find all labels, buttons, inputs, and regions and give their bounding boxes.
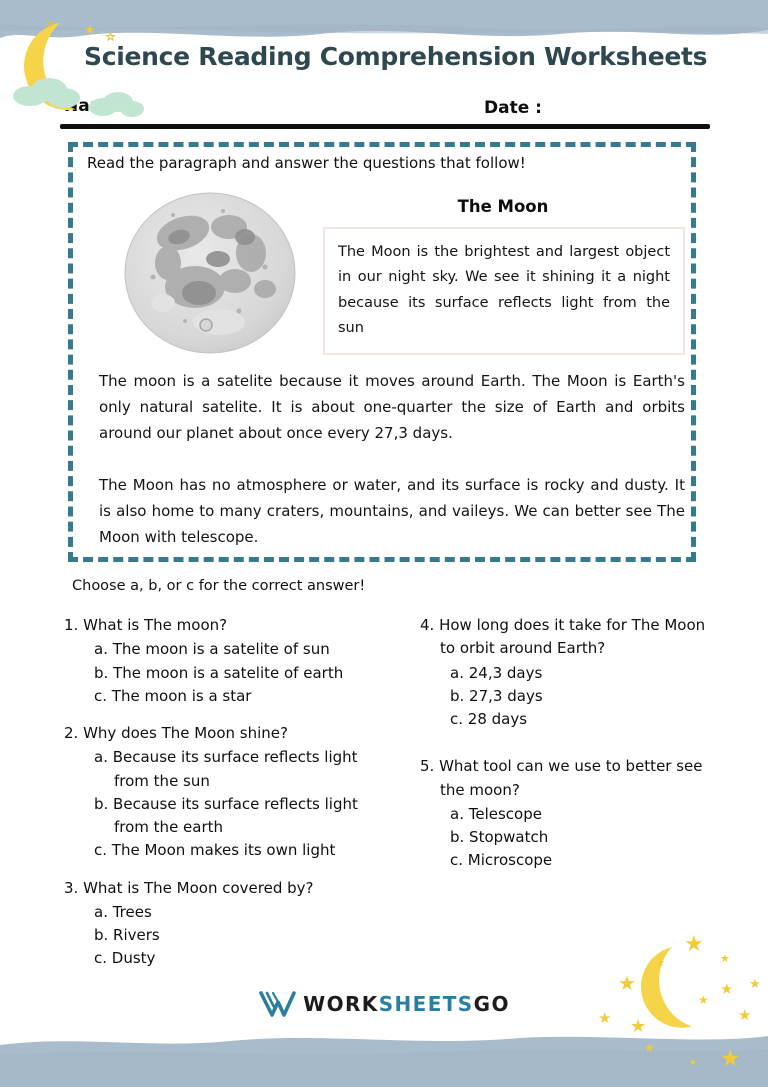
svg-text:★: ★ [720, 1046, 741, 1072]
svg-text:★: ★ [630, 1016, 647, 1037]
svg-text:★: ★ [84, 23, 96, 38]
question-option: a. 24,3 days [450, 663, 543, 682]
question-text: 3. What is The Moon covered by? [64, 878, 314, 897]
svg-text:★: ★ [618, 971, 636, 995]
header-divider [60, 124, 710, 129]
full-moon-image [123, 191, 297, 355]
question-option: b. Because its surface reflects light from the earth [94, 794, 358, 836]
question-option: b. The moon is a satelite of earth [94, 663, 344, 682]
footer-brand [0, 990, 768, 1018]
brand-sheets: SHEETS [378, 992, 474, 1016]
brand-wordmark [303, 992, 510, 1016]
brand-work: WORK [303, 992, 379, 1016]
paragraph-1: The moon is a satelite because it moves around Earth. The Moon is Earth's only natural satelite. It is about one-quarter the size of Earth and orbits around our planet about once every 27,3 days. [99, 372, 685, 442]
question-option: c. Microscope [450, 851, 553, 870]
question-text: 4. How long does it take for The Moon to orbit around Earth? [420, 616, 706, 658]
intro-paragraph: The Moon is the brightest and largest object in our night sky. We see it shining it a night because its surface reflects light from the sun [338, 244, 670, 337]
svg-text:★: ★ [106, 32, 115, 43]
question-text: 2. Why does The Moon shine? [64, 724, 288, 742]
question-option: a. The moon is a satelite of sun [94, 640, 330, 659]
question-option: a. Trees [94, 902, 152, 921]
question-item-4 [420, 614, 712, 731]
svg-text:★: ★ [689, 1058, 698, 1068]
worksheetsgo-w-icon [258, 990, 296, 1018]
brand-go: GO [473, 992, 510, 1016]
intro-paragraph-box [323, 227, 685, 355]
question-option: a. Because its surface reflects light from the sun [94, 748, 358, 790]
question-option: c. 28 days [450, 710, 528, 728]
question-option: b. Rivers [94, 926, 160, 944]
paragraph-2: The Moon has no atmosphere or water, and its surface is rocky and dusty. It is also home to many craters, mountains, and vaileys. We can better see The Moon with telescope. [99, 476, 685, 546]
svg-text:★: ★ [749, 977, 761, 992]
questions-instruction: Choose a, b, or c for the correct answer! [72, 578, 366, 594]
passage-box [68, 142, 696, 562]
passage-instruction: Read the paragraph and answer the questions that follow! [87, 154, 526, 172]
question-option: c. The Moon makes its own light [94, 841, 336, 860]
question-item-1 [64, 614, 404, 708]
page-title: Science Reading Comprehension Worksheets [84, 42, 708, 71]
svg-text:★: ★ [698, 993, 709, 1007]
date-label: Date : [484, 98, 542, 118]
svg-text:★: ★ [598, 1009, 612, 1027]
question-item-5 [420, 755, 712, 872]
question-option: a. Telescope [450, 804, 542, 823]
questions-column-left [64, 614, 404, 985]
header-crescent-moon-icon [6, 18, 146, 122]
question-option: b. 27,3 days [450, 686, 543, 705]
question-option: c. Dusty [94, 949, 156, 968]
svg-text:★: ★ [738, 1006, 752, 1024]
svg-text:★: ★ [644, 1041, 655, 1055]
question-text: 5. What tool can we use to better see the moon? [420, 757, 703, 799]
question-option: b. Stopwatch [450, 828, 549, 846]
svg-text:★: ★ [720, 980, 734, 998]
passage-heading: The Moon [457, 197, 549, 216]
svg-text:★: ★ [656, 958, 665, 969]
question-option: c. The moon is a star [94, 686, 252, 705]
question-item-2 [64, 722, 404, 863]
svg-text:★: ★ [720, 952, 730, 965]
question-text: 1. What is The moon? [64, 616, 228, 634]
question-item-3 [64, 877, 404, 971]
svg-text:★: ★ [684, 932, 704, 957]
